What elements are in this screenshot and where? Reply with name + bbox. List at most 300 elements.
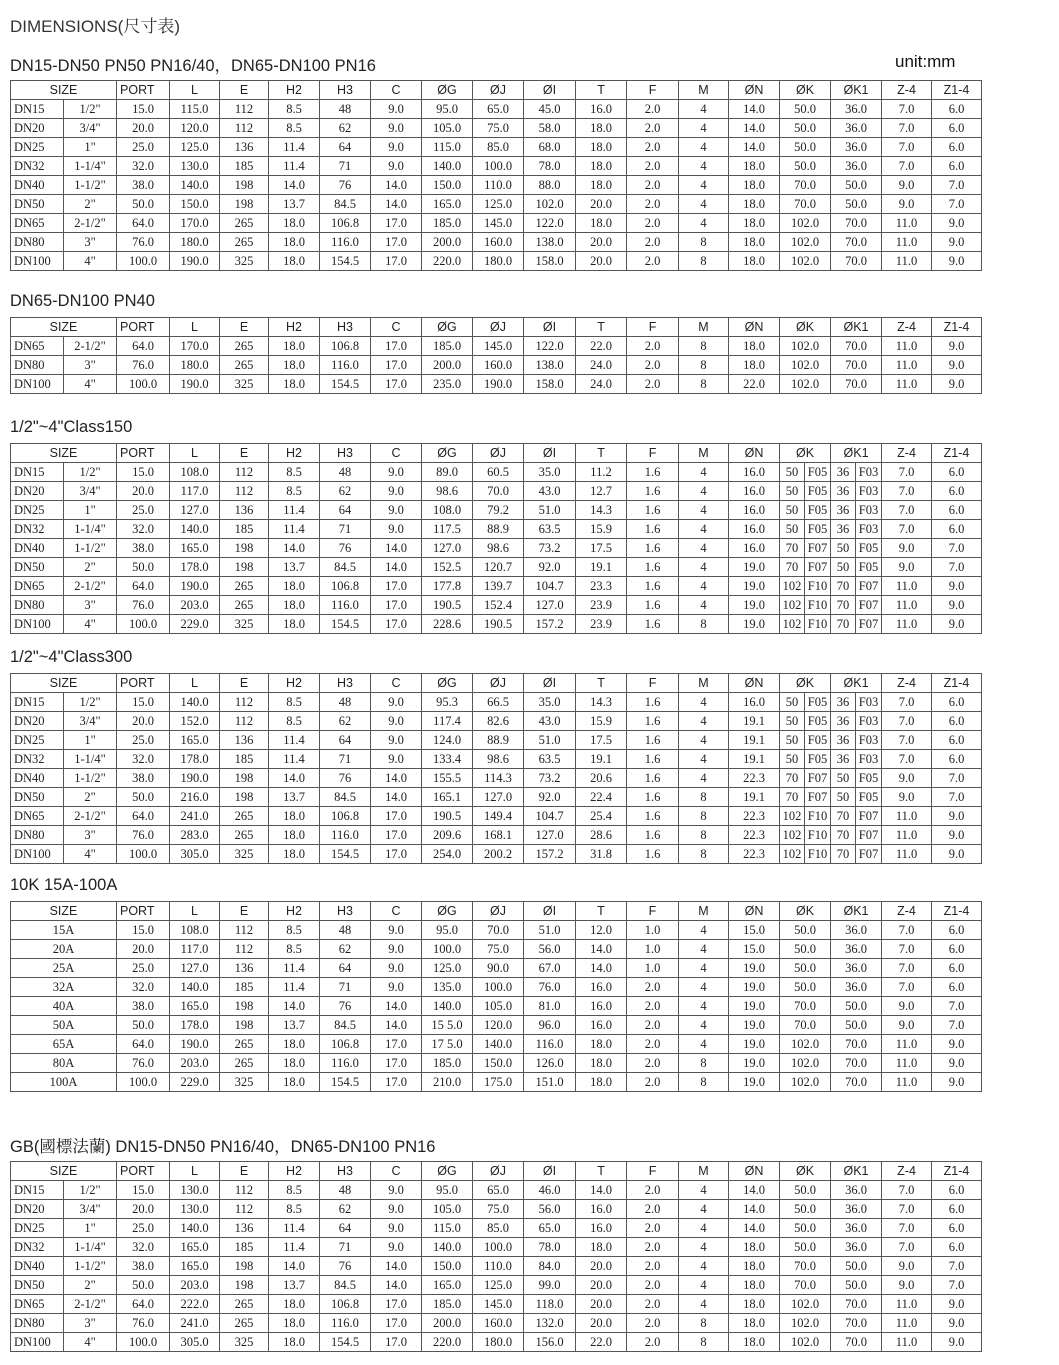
- table-cell: 198: [220, 1257, 269, 1276]
- table-cell: 64.0: [117, 214, 170, 233]
- table-cell: 17.0: [371, 214, 422, 233]
- table-cell: 20.0: [117, 1200, 170, 1219]
- table-cell: 19.1: [729, 750, 780, 769]
- table-row: [11, 978, 982, 997]
- table-cell: 7.0: [882, 138, 932, 157]
- table-cell: 106.8: [320, 807, 371, 826]
- table-cell: 228.6: [422, 615, 473, 634]
- table-cell: 102: [780, 845, 805, 864]
- table-cell: 190.0: [170, 252, 220, 271]
- table-cell: 9.0: [882, 558, 932, 577]
- table-header-row: [11, 1162, 982, 1181]
- column-header: E: [220, 81, 269, 100]
- table-cell: 23.9: [576, 596, 627, 615]
- table-cell: 1/2": [64, 463, 117, 482]
- table-cell: 14.0: [269, 997, 320, 1016]
- column-header: M: [679, 81, 729, 100]
- table-cell: 12.7: [576, 482, 627, 501]
- table-cell: 19.0: [729, 1016, 780, 1035]
- table-cell: 18.0: [269, 1054, 320, 1073]
- table-cell: F05: [856, 788, 882, 807]
- table-cell: 190.5: [422, 596, 473, 615]
- table-cell: 92.0: [524, 788, 576, 807]
- table-cell: 8: [679, 807, 729, 826]
- table-cell: 1-1/2": [64, 1257, 117, 1276]
- table-cell: F03: [856, 712, 882, 731]
- table-cell: 3/4": [64, 119, 117, 138]
- table-cell: DN65: [11, 337, 64, 356]
- table-cell: 15A: [11, 921, 117, 940]
- table-cell: 70.0: [831, 233, 882, 252]
- table-row: [11, 501, 982, 520]
- table-cell: 18.0: [576, 157, 627, 176]
- table-cell: 158.0: [524, 252, 576, 271]
- table-cell: 96.0: [524, 1016, 576, 1035]
- table-cell: 95.0: [422, 921, 473, 940]
- table-cell: 210.0: [422, 1073, 473, 1092]
- table-cell: 112: [220, 1200, 269, 1219]
- table-cell: 102.0: [780, 1054, 831, 1073]
- table-cell: 20.0: [576, 195, 627, 214]
- table-cell: 7.0: [882, 1238, 932, 1257]
- table-cell: 65.0: [473, 1181, 524, 1200]
- table-cell: DN40: [11, 769, 64, 788]
- table-cell: DN40: [11, 539, 64, 558]
- table-cell: 71: [320, 520, 371, 539]
- table-cell: 6.0: [932, 712, 982, 731]
- table-row: [11, 615, 982, 634]
- table-cell: 4: [679, 997, 729, 1016]
- table-cell: 19.1: [729, 712, 780, 731]
- table-cell: 9.0: [371, 693, 422, 712]
- table-cell: 7.0: [882, 119, 932, 138]
- table-cell: 325: [220, 375, 269, 394]
- table-cell: 139.7: [473, 577, 524, 596]
- table-row: [11, 1035, 982, 1054]
- table-cell: 75.0: [473, 940, 524, 959]
- table-cell: 2.0: [627, 337, 679, 356]
- table-cell: F03: [856, 482, 882, 501]
- table-cell: 170.0: [170, 214, 220, 233]
- table-cell: 1.6: [627, 769, 679, 788]
- table-cell: 25.0: [117, 959, 170, 978]
- table-cell: 190.0: [170, 769, 220, 788]
- table-cell: 9.0: [932, 1035, 982, 1054]
- column-header: PORT: [117, 81, 170, 100]
- table-cell: 17.0: [371, 1295, 422, 1314]
- table-cell: 9.0: [932, 1314, 982, 1333]
- table-cell: 2-1/2": [64, 807, 117, 826]
- table-cell: 36: [831, 482, 856, 501]
- table-cell: 50.0: [780, 1238, 831, 1257]
- table-cell: 70.0: [831, 1035, 882, 1054]
- table-cell: 50.0: [780, 978, 831, 997]
- table-cell: 14.0: [729, 1200, 780, 1219]
- table-cell: 25.0: [117, 731, 170, 750]
- table-cell: 20.6: [576, 769, 627, 788]
- table-cell: 7.0: [932, 558, 982, 577]
- column-header: F: [627, 318, 679, 337]
- table-cell: 118.0: [524, 1295, 576, 1314]
- dimension-table: [10, 443, 982, 634]
- table-cell: 4": [64, 375, 117, 394]
- dimension-table: [10, 1161, 982, 1352]
- table-cell: 18.0: [269, 1073, 320, 1092]
- table-cell: 170.0: [170, 337, 220, 356]
- column-header: H3: [320, 674, 371, 693]
- table-cell: 11.4: [269, 1238, 320, 1257]
- column-header: ØI: [524, 81, 576, 100]
- table-cell: 14.0: [576, 959, 627, 978]
- table-cell: DN32: [11, 750, 64, 769]
- table-cell: 22.4: [576, 788, 627, 807]
- table-cell: 36.0: [831, 157, 882, 176]
- table-cell: 70.0: [780, 1276, 831, 1295]
- table-row: [11, 214, 982, 233]
- table-cell: 6.0: [932, 119, 982, 138]
- table-cell: 70.0: [831, 1314, 882, 1333]
- table-cell: 9.0: [932, 337, 982, 356]
- table-cell: 17.0: [371, 577, 422, 596]
- table-cell: 112: [220, 463, 269, 482]
- table-cell: 1-1/2": [64, 176, 117, 195]
- table-cell: 2.0: [627, 100, 679, 119]
- table-cell: 11.4: [269, 959, 320, 978]
- table-cell: 20.0: [117, 482, 170, 501]
- table-cell: 17.0: [371, 252, 422, 271]
- table-cell: 7.0: [932, 1016, 982, 1035]
- table-cell: 15.0: [729, 921, 780, 940]
- table-cell: 108.0: [170, 921, 220, 940]
- table-cell: 2.0: [627, 1314, 679, 1333]
- table-cell: 14.0: [269, 769, 320, 788]
- table-row: [11, 100, 982, 119]
- table-cell: 50A: [11, 1016, 117, 1035]
- table-cell: 325: [220, 615, 269, 634]
- table-cell: 18.0: [269, 1035, 320, 1054]
- table-row: [11, 1257, 982, 1276]
- column-header: PORT: [117, 444, 170, 463]
- table-cell: 50: [780, 520, 805, 539]
- table-cell: 220.0: [422, 1333, 473, 1352]
- table-cell: 76.0: [117, 1054, 170, 1073]
- table-cell: 7.0: [882, 1219, 932, 1238]
- table-cell: 9.0: [371, 978, 422, 997]
- table-cell: 19.0: [729, 615, 780, 634]
- table-cell: 16.0: [729, 501, 780, 520]
- table-cell: 35.0: [524, 693, 576, 712]
- table-row: [11, 138, 982, 157]
- table-cell: 4: [679, 1238, 729, 1257]
- table-cell: 185: [220, 978, 269, 997]
- table-cell: 150.0: [422, 176, 473, 195]
- table-cell: 2.0: [627, 157, 679, 176]
- table-cell: 14.0: [729, 1181, 780, 1200]
- column-header: ØN: [729, 1162, 780, 1181]
- table-cell: 165.0: [422, 195, 473, 214]
- table-cell: 18.0: [269, 214, 320, 233]
- table-cell: 7.0: [932, 1257, 982, 1276]
- table-cell: 190.5: [473, 615, 524, 634]
- table-cell: 178.0: [170, 1016, 220, 1035]
- table-cell: 102.0: [780, 375, 831, 394]
- table-cell: 1": [64, 1219, 117, 1238]
- table-cell: 104.7: [524, 807, 576, 826]
- column-header: ØI: [524, 318, 576, 337]
- column-header: H3: [320, 902, 371, 921]
- table-cell: 9.0: [882, 195, 932, 214]
- table-cell: 130.0: [170, 1181, 220, 1200]
- table-cell: 23.9: [576, 615, 627, 634]
- table-cell: 16.0: [729, 693, 780, 712]
- table-cell: 76.0: [117, 233, 170, 252]
- table-cell: 19.1: [729, 731, 780, 750]
- table-cell: 36: [831, 750, 856, 769]
- table-row: [11, 1073, 982, 1092]
- table-cell: 19.1: [576, 558, 627, 577]
- table-cell: 50: [780, 693, 805, 712]
- table-cell: 70.0: [780, 997, 831, 1016]
- table-cell: 14.0: [729, 138, 780, 157]
- table-cell: 43.0: [524, 482, 576, 501]
- column-header: F: [627, 444, 679, 463]
- table-cell: 9.0: [371, 119, 422, 138]
- table-cell: 70: [831, 845, 856, 864]
- table-cell: 122.0: [524, 337, 576, 356]
- section-title: 10K 15A-100A: [10, 876, 118, 894]
- column-header: Z-4: [882, 318, 932, 337]
- table-cell: 125.0: [473, 1276, 524, 1295]
- table-cell: 6.0: [932, 731, 982, 750]
- table-cell: 4: [679, 119, 729, 138]
- table-cell: 32.0: [117, 157, 170, 176]
- table-cell: 140.0: [422, 997, 473, 1016]
- table-cell: 73.2: [524, 769, 576, 788]
- table-cell: 64.0: [117, 807, 170, 826]
- table-cell: 11.0: [882, 1035, 932, 1054]
- table-cell: 3": [64, 1314, 117, 1333]
- table-cell: 1.6: [627, 501, 679, 520]
- table-cell: F05: [856, 769, 882, 788]
- table-cell: 198: [220, 195, 269, 214]
- table-cell: DN15: [11, 100, 64, 119]
- table-cell: 229.0: [170, 1073, 220, 1092]
- table-cell: 88.9: [473, 731, 524, 750]
- table-cell: 70.0: [831, 1333, 882, 1352]
- table-cell: 1/2": [64, 693, 117, 712]
- table-cell: 2": [64, 788, 117, 807]
- table-cell: 36: [831, 712, 856, 731]
- table-cell: 127.0: [524, 596, 576, 615]
- table-cell: 136: [220, 959, 269, 978]
- table-cell: DN32: [11, 1238, 64, 1257]
- table-cell: 222.0: [170, 1295, 220, 1314]
- table-cell: 70.0: [780, 1257, 831, 1276]
- table-cell: DN80: [11, 596, 64, 615]
- table-cell: 17.5: [576, 539, 627, 558]
- table-cell: 11.0: [882, 807, 932, 826]
- table-cell: 78.0: [524, 1238, 576, 1257]
- table-cell: 132.0: [524, 1314, 576, 1333]
- table-row: [11, 731, 982, 750]
- table-cell: 9.0: [932, 1054, 982, 1073]
- table-cell: 117.0: [170, 940, 220, 959]
- table-cell: 3/4": [64, 712, 117, 731]
- table-cell: 18.0: [269, 356, 320, 375]
- table-cell: 15.0: [117, 921, 170, 940]
- table-cell: 2-1/2": [64, 214, 117, 233]
- table-cell: 9.0: [371, 750, 422, 769]
- table-cell: 145.0: [473, 1295, 524, 1314]
- table-cell: 18.0: [269, 252, 320, 271]
- table-cell: 168.1: [473, 826, 524, 845]
- table-cell: 8: [679, 375, 729, 394]
- table-cell: 1.6: [627, 750, 679, 769]
- table-cell: 12.0: [576, 921, 627, 940]
- table-cell: 9.0: [932, 375, 982, 394]
- table-cell: 100.0: [473, 978, 524, 997]
- table-cell: 20.0: [576, 1295, 627, 1314]
- table-cell: 203.0: [170, 1276, 220, 1295]
- table-cell: 2.0: [627, 978, 679, 997]
- table-cell: 185.0: [422, 214, 473, 233]
- table-cell: 18.0: [729, 157, 780, 176]
- table-cell: 105.0: [422, 1200, 473, 1219]
- table-cell: 25.4: [576, 807, 627, 826]
- table-cell: 17.0: [371, 845, 422, 864]
- table-cell: 40A: [11, 997, 117, 1016]
- table-cell: 6.0: [932, 138, 982, 157]
- table-cell: 99.0: [524, 1276, 576, 1295]
- table-cell: 136: [220, 501, 269, 520]
- table-cell: 1-1/4": [64, 520, 117, 539]
- table-cell: F10: [805, 615, 831, 634]
- table-cell: 1.6: [627, 845, 679, 864]
- table-cell: 265: [220, 1314, 269, 1333]
- table-cell: 2.0: [627, 1333, 679, 1352]
- table-cell: 4: [679, 921, 729, 940]
- table-cell: 36: [831, 693, 856, 712]
- table-cell: 62: [320, 712, 371, 731]
- table-cell: 19.1: [576, 750, 627, 769]
- table-cell: 265: [220, 807, 269, 826]
- table-cell: 2": [64, 195, 117, 214]
- table-cell: 7.0: [932, 176, 982, 195]
- table-cell: 50.0: [780, 1200, 831, 1219]
- column-header: E: [220, 318, 269, 337]
- table-cell: 25.0: [117, 501, 170, 520]
- table-cell: 50.0: [780, 921, 831, 940]
- table-cell: 9.0: [371, 731, 422, 750]
- table-cell: 130.0: [170, 157, 220, 176]
- table-cell: F03: [856, 693, 882, 712]
- table-cell: 14.3: [576, 693, 627, 712]
- table-cell: 4": [64, 845, 117, 864]
- table-cell: 9.0: [882, 1016, 932, 1035]
- table-cell: 14.0: [269, 176, 320, 195]
- table-cell: 1/2": [64, 100, 117, 119]
- table-cell: 9.0: [882, 788, 932, 807]
- table-cell: F07: [856, 615, 882, 634]
- table-cell: 18.0: [729, 1276, 780, 1295]
- table-cell: 18.0: [729, 356, 780, 375]
- table-cell: 4: [679, 539, 729, 558]
- column-header: C: [371, 318, 422, 337]
- table-cell: 117.0: [170, 482, 220, 501]
- table-cell: 152.0: [170, 712, 220, 731]
- table-cell: 11.0: [882, 1073, 932, 1092]
- table-cell: 17.0: [371, 233, 422, 252]
- table-cell: 98.6: [473, 750, 524, 769]
- dimension-table: [10, 901, 982, 1092]
- table-row: [11, 195, 982, 214]
- table-cell: 7.0: [932, 195, 982, 214]
- table-cell: 2.0: [627, 214, 679, 233]
- table-cell: 6.0: [932, 520, 982, 539]
- table-cell: DN20: [11, 119, 64, 138]
- table-cell: 112: [220, 119, 269, 138]
- table-cell: 22.3: [729, 826, 780, 845]
- table-cell: 50.0: [780, 940, 831, 959]
- column-header: ØJ: [473, 81, 524, 100]
- table-cell: 185.0: [422, 1054, 473, 1073]
- table-header-row: [11, 318, 982, 337]
- column-header: T: [576, 674, 627, 693]
- table-cell: 85.0: [473, 138, 524, 157]
- table-cell: 19.0: [729, 577, 780, 596]
- table-cell: 64: [320, 959, 371, 978]
- table-cell: 154.5: [320, 252, 371, 271]
- table-cell: 98.6: [422, 482, 473, 501]
- table-cell: 4: [679, 176, 729, 195]
- table-cell: 70.0: [780, 176, 831, 195]
- column-header: ØJ: [473, 674, 524, 693]
- table-cell: 38.0: [117, 997, 170, 1016]
- column-header: PORT: [117, 1162, 170, 1181]
- table-cell: 209.6: [422, 826, 473, 845]
- table-cell: 18.0: [269, 233, 320, 252]
- table-cell: 180.0: [170, 356, 220, 375]
- column-header: ØJ: [473, 1162, 524, 1181]
- table-cell: 1.6: [627, 463, 679, 482]
- table-cell: 1.6: [627, 826, 679, 845]
- table-cell: 4: [679, 1181, 729, 1200]
- table-cell: 8.5: [269, 693, 320, 712]
- table-cell: 4: [679, 731, 729, 750]
- table-cell: 198: [220, 1016, 269, 1035]
- table-cell: 15.9: [576, 712, 627, 731]
- table-cell: 2.0: [627, 138, 679, 157]
- table-cell: 2.0: [627, 119, 679, 138]
- table-cell: 108.0: [422, 501, 473, 520]
- table-cell: 51.0: [524, 921, 576, 940]
- table-cell: 70: [831, 596, 856, 615]
- table-cell: 50: [831, 539, 856, 558]
- table-cell: 265: [220, 1035, 269, 1054]
- table-cell: 11.0: [882, 1295, 932, 1314]
- table-cell: 15.0: [117, 1181, 170, 1200]
- table-cell: 7.0: [932, 769, 982, 788]
- table-cell: 48: [320, 100, 371, 119]
- table-cell: 46.0: [524, 1181, 576, 1200]
- table-cell: 200.0: [422, 356, 473, 375]
- table-cell: 16.0: [576, 100, 627, 119]
- table-cell: 203.0: [170, 596, 220, 615]
- table-cell: 63.5: [524, 520, 576, 539]
- table-cell: 9.0: [371, 157, 422, 176]
- table-cell: 2.0: [627, 356, 679, 375]
- table-cell: 65.0: [524, 1219, 576, 1238]
